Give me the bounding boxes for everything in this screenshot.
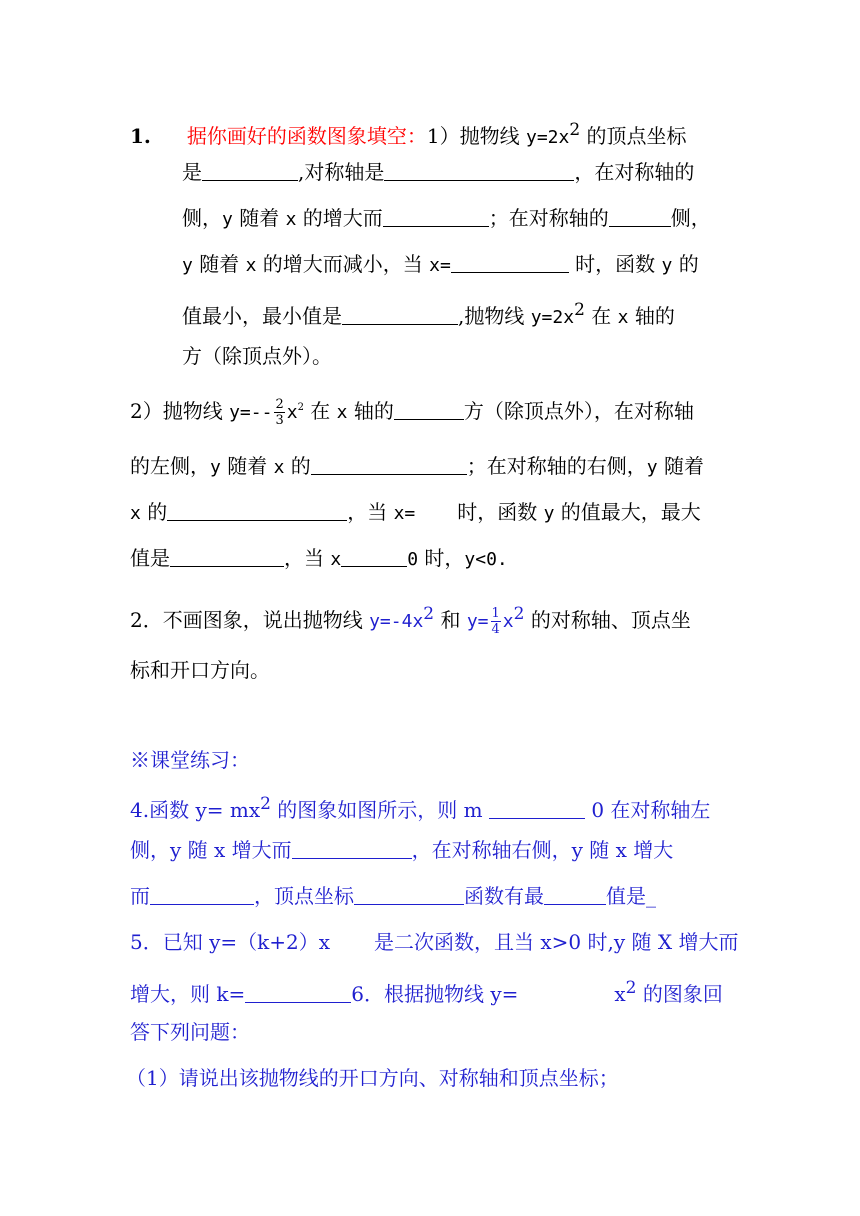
- blank-axis[interactable]: [384, 160, 574, 181]
- q1-text: ，在对称轴的: [574, 160, 695, 184]
- q1b-text: 时，: [418, 546, 465, 570]
- blank-q4-left[interactable]: [292, 838, 412, 859]
- q1b-text: 随着: [657, 454, 704, 478]
- q2-text: 2．不画图象，说出抛物线: [130, 608, 370, 632]
- q1-instruction: 据你画好的函数图象填空：: [186, 124, 427, 148]
- q6-text: 的图象回: [636, 982, 723, 1006]
- q4-text: 4.函数 y= mx: [130, 798, 261, 822]
- blank-max-value[interactable]: [170, 546, 284, 567]
- q2-exponent: 2: [423, 604, 435, 624]
- q1b-text: 2）抛物线: [130, 399, 230, 423]
- q1-number: 1.: [130, 124, 151, 148]
- q1-text: 轴的: [628, 304, 675, 328]
- q1-line-4: [182, 250, 699, 280]
- fraction-denominator: 3: [275, 413, 284, 428]
- q1-text: 随着: [192, 252, 246, 276]
- q2-exponent: 2: [513, 604, 525, 624]
- blank-q4-extreme[interactable]: [544, 884, 606, 905]
- q1b-text: 的: [284, 454, 311, 478]
- q1-text: ,对称轴是: [298, 160, 385, 184]
- q1-text: 是: [182, 160, 202, 184]
- var-x: x: [245, 255, 257, 276]
- q1-text: 随着: [232, 206, 286, 230]
- q6-text: 6．根据抛物线 y=: [351, 982, 519, 1006]
- q1-text: 侧，: [182, 206, 222, 230]
- var-x: x: [285, 209, 297, 230]
- q1-text: 的增大而减小，当: [256, 252, 430, 276]
- q1-equation: y=2x: [525, 127, 570, 148]
- q1-text: 的: [672, 252, 699, 276]
- q4-text: ，顶点坐标: [254, 884, 354, 908]
- q4-text: 0 在对称轴左: [584, 798, 711, 822]
- var-x-eq: x=: [393, 503, 416, 524]
- var-y: y: [646, 457, 658, 478]
- q4-line-2: [130, 836, 673, 864]
- q5-line-1: [130, 928, 738, 956]
- blank-side[interactable]: [609, 206, 671, 227]
- var-x-eq: x=: [429, 255, 451, 276]
- q2-text: 和: [434, 608, 467, 632]
- q6-text: 答下列问题：: [130, 1020, 250, 1044]
- q1b-text: ，当: [284, 546, 331, 570]
- blank-min-value[interactable]: [342, 304, 458, 325]
- q1b-text: 随着: [220, 454, 274, 478]
- blank-k-value[interactable]: [245, 982, 351, 1003]
- q1b-text: ；在对称轴的右侧，: [466, 454, 647, 478]
- q4-exponent: 2: [260, 794, 271, 814]
- var-x: x: [336, 402, 348, 423]
- q1-text: 方（除顶点外）。: [182, 344, 332, 368]
- q1-text: 侧，: [670, 206, 711, 230]
- blank-right-trend[interactable]: [167, 500, 347, 521]
- q6-sub-question-1: （1）请说出该抛物线的开口方向、对称轴和顶点坐标；: [126, 1066, 619, 1090]
- blank-trend[interactable]: [383, 206, 489, 227]
- var-x: x: [502, 611, 514, 632]
- blank-direction[interactable]: [394, 399, 464, 420]
- q1b-text: 的值最大，最大: [554, 500, 701, 524]
- var-x: x: [617, 307, 629, 328]
- fraction-one-quarter: [491, 606, 501, 637]
- q1b-text: 时，函数: [457, 500, 544, 524]
- q1-text: 1）抛物线: [426, 124, 526, 148]
- q1-text-end: 的顶点坐标: [580, 124, 687, 148]
- q2-line-2: [130, 656, 270, 684]
- q2-equation-1: y=-4x: [369, 611, 424, 632]
- blank-q4-right[interactable]: [150, 884, 254, 905]
- var-y: y: [210, 457, 221, 478]
- blank-x-value[interactable]: [451, 252, 569, 273]
- var-x: x: [130, 503, 141, 524]
- q2-equation-2: y=: [466, 611, 489, 632]
- q1-exponent: 2: [569, 120, 581, 140]
- practice-heading-text: ※课堂练习：: [130, 748, 250, 772]
- blank-m-sign[interactable]: [489, 798, 585, 819]
- q1b-text: 值是: [130, 546, 170, 570]
- blank-compare[interactable]: [341, 546, 407, 567]
- q1-line-2: [182, 158, 694, 186]
- practice-heading: [130, 746, 250, 774]
- q4-text: 侧，y 随 x 增大而: [130, 838, 292, 862]
- q1b-text: 在: [303, 399, 337, 423]
- fraction-numerator: 2: [275, 397, 284, 412]
- q1-text: 的增大而: [296, 206, 383, 230]
- q1-text: ；在对称轴的: [488, 206, 609, 230]
- q1-text: 时，函数: [568, 252, 662, 276]
- q5-text: 是二次函数，且当 x>0 时,y 随 X 增大而: [374, 930, 739, 954]
- q1b-exponent: 2: [297, 402, 304, 413]
- q5-text: 增大，则 k=: [130, 982, 246, 1006]
- q1b-text: 的: [140, 500, 168, 524]
- q1-text: ,抛物线: [458, 304, 531, 328]
- q4-text: 函数有最: [464, 884, 544, 908]
- q6-sub-1: [126, 1064, 619, 1092]
- q4-line-1: [130, 790, 710, 824]
- q4-line-3: [130, 882, 656, 910]
- q1-text: 值最小，最小值是: [182, 304, 342, 328]
- blank-q4-vertex[interactable]: [354, 884, 464, 905]
- blank-vertex[interactable]: [202, 160, 298, 181]
- zero: 0: [407, 549, 419, 570]
- fraction-two-thirds: [274, 397, 284, 428]
- q1b-text: 轴的: [347, 399, 394, 423]
- var-y: y: [182, 255, 193, 276]
- var-y: y: [543, 503, 555, 524]
- q1b-text: 方（除顶点外），在对称轴: [463, 399, 694, 423]
- q1b-line-1: [130, 394, 694, 428]
- var-x: x: [330, 549, 342, 570]
- q5-q6-line: [130, 974, 723, 1008]
- q4-text: ，在对称轴右侧，y 随 x 增大: [411, 838, 674, 862]
- q1-line-1: [130, 116, 687, 152]
- fraction-denominator: 4: [491, 622, 500, 637]
- q1-exponent: 2: [574, 300, 585, 320]
- fraction-numerator: 1: [491, 606, 500, 621]
- var-x: x: [614, 982, 626, 1006]
- q6-exponent: 2: [625, 978, 637, 998]
- var-x: x: [286, 402, 298, 423]
- q4-text: 值是_: [606, 884, 656, 908]
- q4-text: 的图象如图所示，则 m: [270, 798, 489, 822]
- q1b-line-2: [130, 452, 704, 482]
- q2-text: 标和开口方向。: [130, 658, 270, 682]
- blank-left-trend[interactable]: [311, 454, 467, 475]
- var-x: x: [273, 457, 285, 478]
- q1-equation: y=2x: [530, 307, 575, 328]
- var-y: y: [222, 209, 233, 230]
- q1b-line-3: [130, 498, 701, 528]
- q2-line-1: [130, 600, 691, 637]
- q1-text: 在: [584, 304, 618, 328]
- var-y: y: [661, 255, 673, 276]
- q2-text: 的对称轴、顶点坐: [524, 608, 691, 632]
- q1b-line-4: [130, 544, 508, 574]
- q1b-text: 的左侧，: [130, 454, 210, 478]
- q1b-text: ，当: [347, 500, 394, 524]
- q5-text: 5．已知 y=（k+2）x: [130, 930, 331, 954]
- q1-line-6: [182, 342, 332, 370]
- q1b-equation: y=--: [229, 402, 273, 423]
- inequality: y<0.: [464, 549, 508, 570]
- q1-line-5: [182, 296, 675, 332]
- q6-line-2: [130, 1018, 250, 1046]
- q4-text: 而: [130, 884, 150, 908]
- q1-line-3: [182, 204, 711, 234]
